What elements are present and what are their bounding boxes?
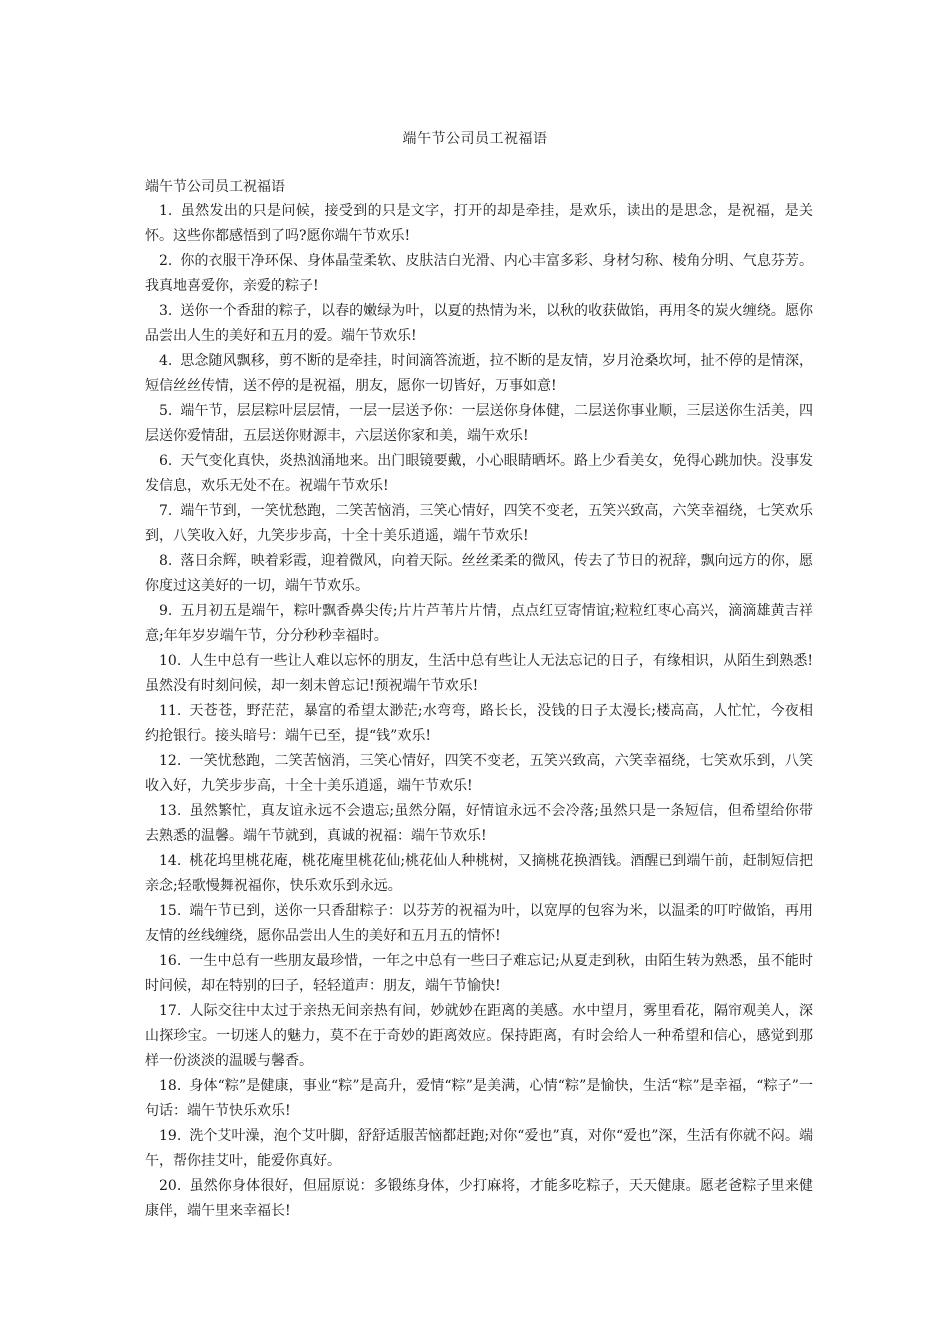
- item-number: 10.: [159, 653, 182, 669]
- list-item: [145, 349, 813, 399]
- item-text: 天苍苍，野茫茫，暴富的希望太渺茫;水弯弯，路长长，没钱的日子太漫长;楼高高，人忙忙，今夜相约抢银行。接头暗号：端午已至，提“钱”欢乐!: [145, 703, 813, 744]
- list-item: [145, 1174, 813, 1224]
- list-item: [145, 849, 813, 899]
- item-text: 虽然你身体很好，但屈原说：多锻练身体，少打麻将，才能多吃粽子，天天健康。愿老爸粽子里来健康伴，端午里来幸福长!: [145, 1178, 813, 1219]
- item-number: 6.: [159, 453, 173, 469]
- item-number: 11.: [159, 703, 182, 719]
- list-item: [145, 649, 813, 699]
- item-number: 8.: [159, 553, 173, 569]
- list-item: [145, 549, 813, 599]
- item-number: 4.: [159, 353, 173, 369]
- item-number: 15.: [159, 903, 182, 919]
- document-body: [145, 175, 813, 1224]
- list-item: [145, 1074, 813, 1124]
- document-title: 端午节公司员工祝福语: [402, 131, 548, 147]
- item-text: 虽然发出的只是问候，接受到的只是文字，打开的却是牵挂，是欢乐，读出的是思念，是祝福，是关怀。这些你都感悟到了吗?愿你端午节欢乐!: [145, 203, 813, 244]
- list-item: [145, 1124, 813, 1174]
- item-text: 端午节到，一笑忧愁跑，二笑苦恼消，三笑心情好，四笑不变老，五笑兴致高，六笑幸福绕，七笑欢乐到，八笑收入好，九笑步步高，十全十美乐逍遥，端午节欢乐!: [145, 503, 813, 544]
- list-item: [145, 249, 813, 299]
- item-number: 5.: [159, 403, 173, 419]
- item-text: 五月初五是端午，粽叶飘香鼻尖传;片片芦苇片片情，点点红豆寄情谊;粒粒红枣心高兴，滴滴雄黄吉祥意;年年岁岁端午节，分分秒秒幸福时。: [145, 603, 813, 644]
- item-number: 18.: [159, 1078, 182, 1094]
- list-item: [145, 999, 813, 1074]
- item-number: 20.: [159, 1178, 182, 1194]
- item-text: 你的衣服干净环保、身体晶莹柔软、皮肤洁白光滑、内心丰富多彩、身材匀称、棱角分明、气息芬芳。我真地喜爱你，亲爱的粽子!: [145, 253, 813, 294]
- item-number: 16.: [159, 953, 182, 969]
- item-text: 思念随风飘移，剪不断的是牵挂，时间滴答流逝，拉不断的是友情，岁月沧桑坎坷，扯不停的是情深，短信丝丝传情，送不停的是祝福，朋友，愿你一切皆好，万事如意!: [145, 353, 813, 394]
- item-text: 端午节已到，送你一只香甜粽子：以芬芳的祝福为叶，以宽厚的包容为米，以温柔的叮咛做馅，再用友情的丝线缠绕，愿你品尝出人生的美好和五月五的情怀!: [145, 903, 813, 944]
- item-number: 1.: [159, 203, 173, 219]
- item-text: 虽然繁忙，真友谊永远不会遗忘;虽然分隔，好情谊永远不会冷落;虽然只是一条短信，但希望给你带去熟悉的温馨。端午节就到，真诚的祝福：端午节欢乐!: [145, 803, 813, 844]
- list-item: [145, 899, 813, 949]
- item-text: 端午节，层层粽叶层层情，一层一层送予你：一层送你身体健，二层送你事业顺，三层送你生活美，四层送你爱情甜，五层送你财源丰，六层送你家和美，端午欢乐!: [145, 403, 813, 444]
- item-text: 身体“粽”是健康，事业“粽”是高升，爱情“粽”是美满，心情“粽”是愉快，生活“粽”是幸福，“粽子”一句话：端午节快乐欢乐!: [145, 1078, 813, 1119]
- list-item: [145, 199, 813, 249]
- blessing-list: [145, 199, 813, 1224]
- item-number: 12.: [159, 753, 182, 769]
- item-number: 14.: [159, 853, 182, 869]
- item-text: 人生中总有一些让人难以忘怀的朋友，生活中总有些让人无法忘记的日子，有缘相识，从陌生到熟悉!虽然没有时刻问候，却一刻未曾忘记!预祝端午节欢乐!: [145, 653, 813, 694]
- item-text: 一生中总有一些朋友最珍惜，一年之中总有一些曰子难忘记;从夏走到秋，由陌生转为熟悉，虽不能时时问候，却在特别的曰子，轻轻道声：朋友，端午节愉快!: [145, 953, 813, 994]
- list-item: [145, 949, 813, 999]
- item-text: 洗个艾叶澡，泡个艾叶脚，舒舒适服苦恼都赶跑;对你“爱也”真，对你“爱也”深，生活有你就不闷。端午，帮你挂艾叶，能爱你真好。: [145, 1128, 813, 1169]
- list-item: [145, 599, 813, 649]
- item-text: 落日余辉，映着彩霞，迎着微风，向着天际。丝丝柔柔的微风，传去了节日的祝辞，飘向远方的你，愿你度过这美好的一切，端午节欢乐。: [145, 553, 813, 594]
- item-number: 9.: [159, 603, 173, 619]
- list-item: [145, 749, 813, 799]
- list-item: [145, 449, 813, 499]
- list-item: [145, 699, 813, 749]
- item-text: 桃花坞里桃花庵，桃花庵里桃花仙;桃花仙人种桃树，又摘桃花换酒钱。酒醒已到端午前，赶制短信把亲念;轻歌慢舞祝福你，快乐欢乐到永远。: [145, 853, 813, 894]
- item-number: 2.: [159, 253, 173, 269]
- item-text: 送你一个香甜的粽子，以春的嫩绿为叶，以夏的热情为米，以秋的收获做馅，再用冬的炭火缠绕。愿你品尝出人生的美好和五月的爱。端午节欢乐!: [145, 303, 813, 344]
- list-item: [145, 399, 813, 449]
- item-text: 一笑忧愁跑，二笑苦恼消，三笑心情好，四笑不变老，五笑兴致高，六笑幸福绕，七笑欢乐到，八笑收入好，九笑步步高，十全十美乐逍遥，端午节欢乐!: [145, 753, 813, 794]
- item-text: 人际交往中太过于亲热无间亲热有间，妙就妙在距离的美感。水中望月，雾里看花，隔帘观美人，深山探珍宝。一切迷人的魅力，莫不在于奇妙的距离效应。保持距离，有时会给人一种希望和信心，感觉到那样一份淡淡的温暖与馨香。: [145, 1003, 813, 1069]
- item-number: 19.: [159, 1128, 182, 1144]
- item-text: 天气变化真快，炎热汹涌地来。出门眼镜要戴，小心眼睛晒坏。路上少看美女，免得心跳加快。没事发发信息，欢乐无处不在。祝端午节欢乐!: [145, 453, 813, 494]
- list-item: [145, 299, 813, 349]
- item-number: 7.: [159, 503, 173, 519]
- item-number: 17.: [159, 1003, 182, 1019]
- list-item: [145, 499, 813, 549]
- list-item: [145, 799, 813, 849]
- item-number: 3.: [159, 303, 173, 319]
- section-heading: 端午节公司员工祝福语: [145, 179, 285, 195]
- item-number: 13.: [159, 803, 182, 819]
